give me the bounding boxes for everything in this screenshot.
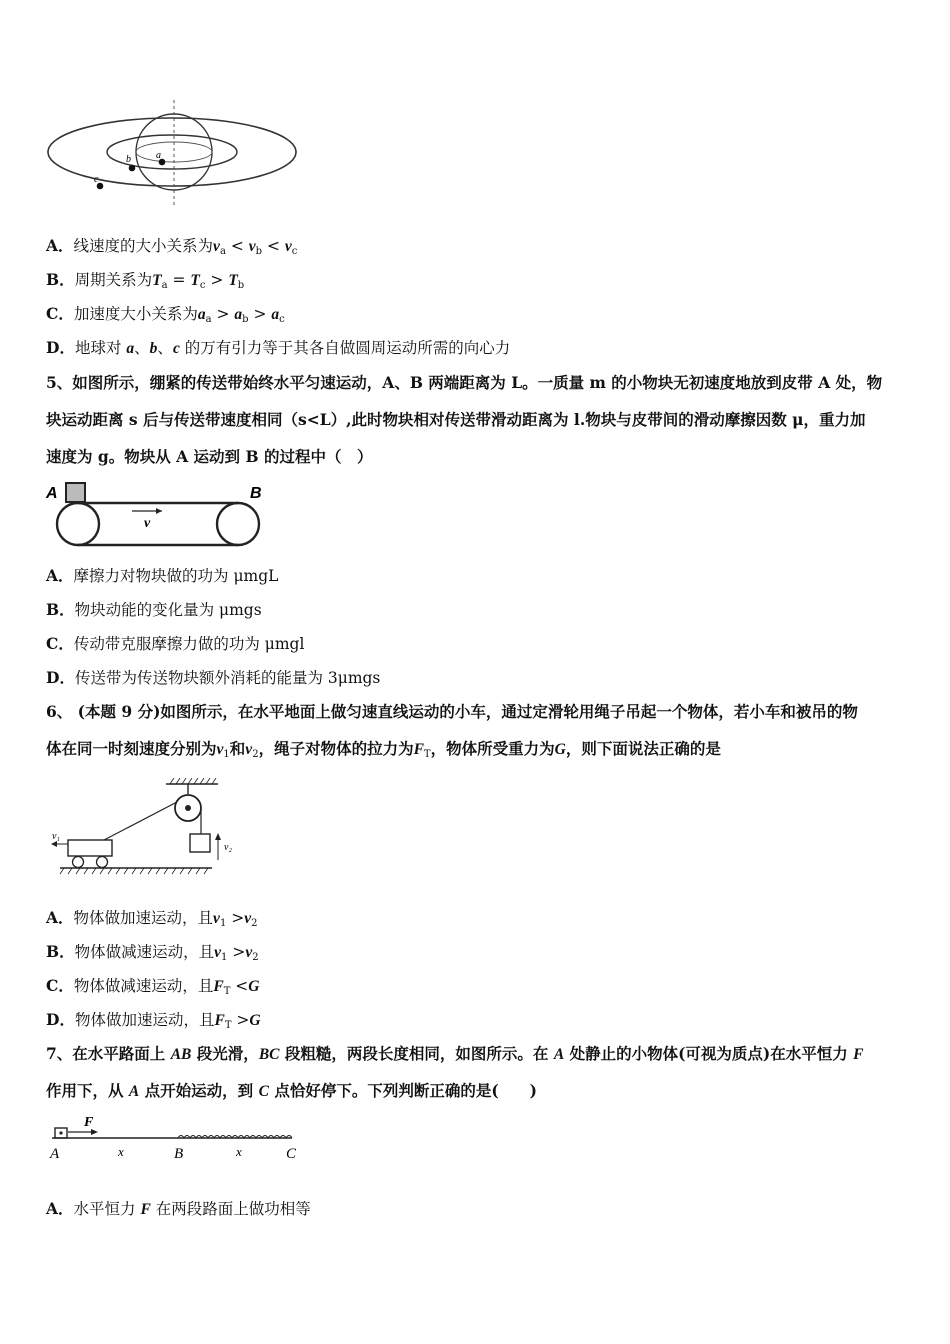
- conveyor-label-b: B: [250, 485, 262, 502]
- orbit-figure: [44, 96, 304, 216]
- pulley-label-v2: v₂: [224, 842, 232, 853]
- conveyor-figure: [44, 478, 274, 550]
- pulley-label-v1: v₁: [52, 831, 60, 842]
- q6-option-c: C．物体做减速运动，且$F_T <G$: [46, 976, 260, 997]
- q4-option-a: A．线速度的大小关系为$v_a < v_b < v_c$: [46, 236, 298, 257]
- q5-stem-line2: 块运动距离 s 后与传送带速度相同（s<L）,此时物块相对传送带滑动距离为 l.物块与皮带间的滑动摩擦因数 μ，重力加: [46, 410, 866, 429]
- track-figure: [46, 1110, 306, 1170]
- track-label-f: F: [84, 1115, 94, 1130]
- q6-option-a: A．物体做加速运动，且$v_1 >v_2$: [46, 908, 258, 929]
- q5-option-b: B．物块动能的变化量为 μmgs: [46, 600, 262, 619]
- q7-stem-line1: 7、在水平路面上 AB 段光滑，BC 段粗糙，两段长度相同，如图所示。在 A 处静止的小物体(可视为质点)在水平恒力 F: [46, 1044, 864, 1063]
- track-label-c: C: [286, 1146, 297, 1162]
- track-label-x1: x: [118, 1144, 124, 1159]
- q7-stem-line2: 作用下，从 A 点开始运动，到 C 点恰好停下。下列判断正确的是( ): [46, 1081, 538, 1100]
- q4-option-c: C．加速度大小关系为$a_a > a_b > a_c$: [46, 304, 285, 325]
- q4-option-d: D．地球对 a、b、c 的万有引力等于其各自做圆周运动所需的向心力: [46, 338, 511, 357]
- pulley-figure: [46, 770, 246, 880]
- track-label-a: A: [50, 1146, 60, 1162]
- q5-option-d: D．传送带为传送物块额外消耗的能量为 3μmgs: [46, 668, 381, 687]
- q5-option-a: A．摩擦力对物块做的功为 μmgL: [46, 566, 279, 585]
- q6-option-d: D．物体做加速运动，且$F_T >G$: [46, 1010, 261, 1031]
- conveyor-label-a: A: [46, 485, 58, 502]
- q6-option-b: B．物体做减速运动，且$v_1 >v_2$: [46, 942, 259, 963]
- q6-stem-line2: 体在同一时刻速度分别为$v_1$和$v_2$，绳子对物体的拉力为$F_T$，物体所受重力为G，则下面说法正确的是: [46, 739, 721, 760]
- track-label-x2: x: [236, 1144, 242, 1159]
- q5-stem-line3: 速度为 g。物块从 A 运动到 B 的过程中（ ）: [46, 447, 373, 466]
- q6-stem-line1: 6、 (本题 9 分)如图所示，在水平地面上做匀速直线运动的小车，通过定滑轮用绳子吊起一个物体，若小车和被吊的物: [46, 702, 858, 721]
- orbit-label-a: a: [156, 150, 161, 161]
- q7-option-a: A．水平恒力 F 在两段路面上做功相等: [46, 1199, 311, 1218]
- conveyor-label-v: v: [144, 516, 151, 531]
- orbit-label-b: b: [126, 154, 131, 165]
- q5-stem-line1: 5、如图所示，绷紧的传送带始终水平匀速运动，A、B 两端距离为 L。一质量 m 的小物块无初速度地放到皮带 A 处，物: [46, 373, 883, 392]
- q5-option-c: C．传动带克服摩擦力做的功为 μmgl: [46, 634, 305, 653]
- q4-option-b: B．周期关系为$T_a = T_c > T_b$: [46, 270, 245, 291]
- orbit-label-c: c: [94, 174, 99, 185]
- track-label-b: B: [174, 1146, 184, 1162]
